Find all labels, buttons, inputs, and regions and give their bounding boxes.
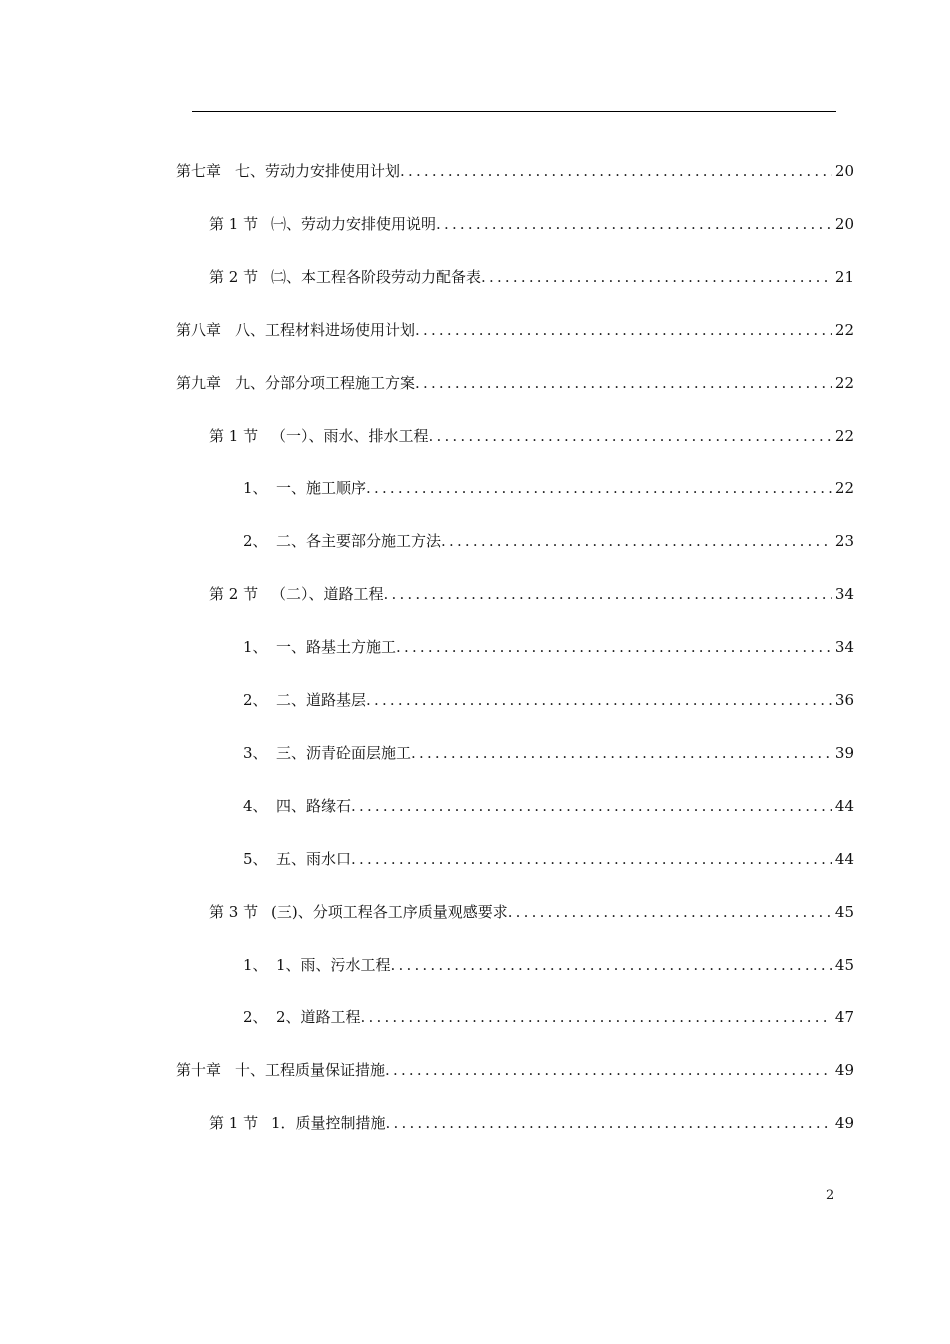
toc-entry[interactable] xyxy=(176,1057,854,1081)
toc-entry-number: 1、 xyxy=(243,479,268,498)
toc-entry-page: 36 xyxy=(834,691,854,709)
toc-entry-page: 34 xyxy=(834,638,854,657)
toc-entry-title: 五、雨水口 xyxy=(276,849,352,868)
toc-entry-number: 第 1 节 xyxy=(209,214,259,233)
toc-entry-title: （一）、雨水、排水工程 xyxy=(271,426,429,445)
dot-leader xyxy=(411,742,832,764)
toc-entry-number: 2、 xyxy=(243,532,268,551)
toc-entry-title: 1、雨、污水工程 xyxy=(276,955,391,974)
toc-entry-title: 二、道路基层 xyxy=(276,691,367,709)
toc-entry-title: 十、工程质量保证措施 xyxy=(235,1061,386,1080)
dot-leader xyxy=(366,477,832,499)
toc-entry-title: 八、工程材料进场使用计划 xyxy=(235,320,416,339)
toc-entry-page: 49 xyxy=(834,1114,854,1133)
toc-entry[interactable] xyxy=(209,1110,854,1134)
dot-leader xyxy=(351,848,832,870)
toc-entry[interactable] xyxy=(209,899,854,923)
dot-leader xyxy=(508,901,832,923)
toc-entry-title: ㈠、劳动力安排使用说明 xyxy=(271,214,437,233)
toc-entry[interactable] xyxy=(209,264,854,288)
toc-entry-page: 23 xyxy=(834,532,854,551)
toc-entry-number: 第八章 xyxy=(176,320,222,339)
toc-entry[interactable] xyxy=(176,158,854,182)
toc-entry-page: 20 xyxy=(834,162,854,180)
toc-entry-page: 22 xyxy=(834,320,854,339)
toc-entry-number: 4、 xyxy=(243,796,268,815)
dot-leader xyxy=(415,319,832,341)
toc-entry-number: 第十章 xyxy=(176,1061,222,1080)
toc-entry-number: 第七章 xyxy=(176,162,222,180)
toc-entry-page: 47 xyxy=(834,1008,854,1027)
toc-entry-number: 1、 xyxy=(243,955,268,974)
toc-entry[interactable] xyxy=(243,793,854,817)
toc-entry[interactable] xyxy=(209,581,854,605)
toc-entry[interactable] xyxy=(243,952,854,976)
toc-entry[interactable] xyxy=(243,475,854,499)
toc-entry[interactable] xyxy=(243,528,854,552)
toc-entry[interactable] xyxy=(243,740,854,764)
toc-entry-page: 21 xyxy=(834,267,854,286)
toc-entry-number: 3、 xyxy=(243,743,268,762)
toc-entry-page: 49 xyxy=(834,1061,854,1080)
toc-entry-number: 第 1 节 xyxy=(209,1114,259,1133)
toc-entry-page: 45 xyxy=(834,955,854,974)
toc-entry-title: (三)、分项工程各工序质量观感要求 xyxy=(271,902,508,921)
toc-entry-page: 44 xyxy=(834,849,854,868)
toc-entry-title: 七、劳动力安排使用计划 xyxy=(235,162,401,180)
toc-entry-page: 39 xyxy=(834,743,854,762)
dot-leader xyxy=(396,636,832,658)
toc-entry-title: 一、施工顺序 xyxy=(276,479,367,498)
dot-leader xyxy=(481,266,832,288)
toc-entry-page: 22 xyxy=(834,479,854,498)
toc-entry[interactable] xyxy=(176,317,854,341)
toc-entry-page: 20 xyxy=(834,214,854,233)
dot-leader xyxy=(386,1112,832,1134)
toc-entry-title: ㈡、本工程各阶段劳动力配备表 xyxy=(271,267,482,286)
dot-leader xyxy=(366,689,832,711)
toc-entry-title: 三、沥青砼面层施工 xyxy=(276,743,412,762)
dot-leader xyxy=(400,160,832,182)
toc-entry-page: 22 xyxy=(834,373,854,392)
dot-leader xyxy=(384,583,832,605)
toc-entry-title: 一、路基土方施工 xyxy=(276,638,397,657)
toc-entry[interactable] xyxy=(243,634,854,658)
toc-entry-number: 第 3 节 xyxy=(209,902,259,921)
dot-leader xyxy=(361,1006,832,1028)
toc-entry-number: 第 1 节 xyxy=(209,426,259,445)
toc-entry-title: 1．质量控制措施 xyxy=(271,1114,386,1133)
toc-entry-number: 第 2 节 xyxy=(209,267,259,286)
toc-entry-page: 34 xyxy=(834,585,854,604)
toc-entry-number: 2、 xyxy=(243,691,268,709)
dot-leader xyxy=(429,425,832,447)
dot-leader xyxy=(415,372,832,394)
header-rule xyxy=(192,111,836,112)
toc-entry-title: 四、路缘石 xyxy=(276,796,352,815)
toc-entry[interactable] xyxy=(243,687,854,711)
dot-leader xyxy=(436,213,832,235)
toc-entry-title: 2、道路工程 xyxy=(276,1008,361,1027)
toc-entry-number: 2、 xyxy=(243,1008,268,1027)
toc-entry-page: 44 xyxy=(834,796,854,815)
toc-entry-title: 二、各主要部分施工方法 xyxy=(276,532,442,551)
page-number: 2 xyxy=(826,1188,835,1203)
dot-leader xyxy=(351,795,832,817)
toc-entry[interactable] xyxy=(209,423,854,447)
toc-entry-number: 第 2 节 xyxy=(209,585,259,604)
toc-entry-title: （二）、道路工程 xyxy=(271,585,384,604)
dot-leader xyxy=(391,954,832,976)
toc-entry[interactable] xyxy=(243,1004,854,1028)
toc-entry-number: 1、 xyxy=(243,638,268,657)
dot-leader xyxy=(441,530,832,552)
toc-entry-page: 45 xyxy=(834,902,854,921)
toc-entry-number: 第九章 xyxy=(176,373,222,392)
toc-entry-page: 22 xyxy=(834,426,854,445)
toc-entry[interactable] xyxy=(209,211,854,235)
dot-leader xyxy=(385,1059,832,1081)
toc-entry[interactable] xyxy=(243,846,854,870)
toc-entry-title: 九、分部分项工程施工方案 xyxy=(235,373,416,392)
toc-entry-number: 5、 xyxy=(243,849,268,868)
toc-entry[interactable] xyxy=(176,370,854,394)
